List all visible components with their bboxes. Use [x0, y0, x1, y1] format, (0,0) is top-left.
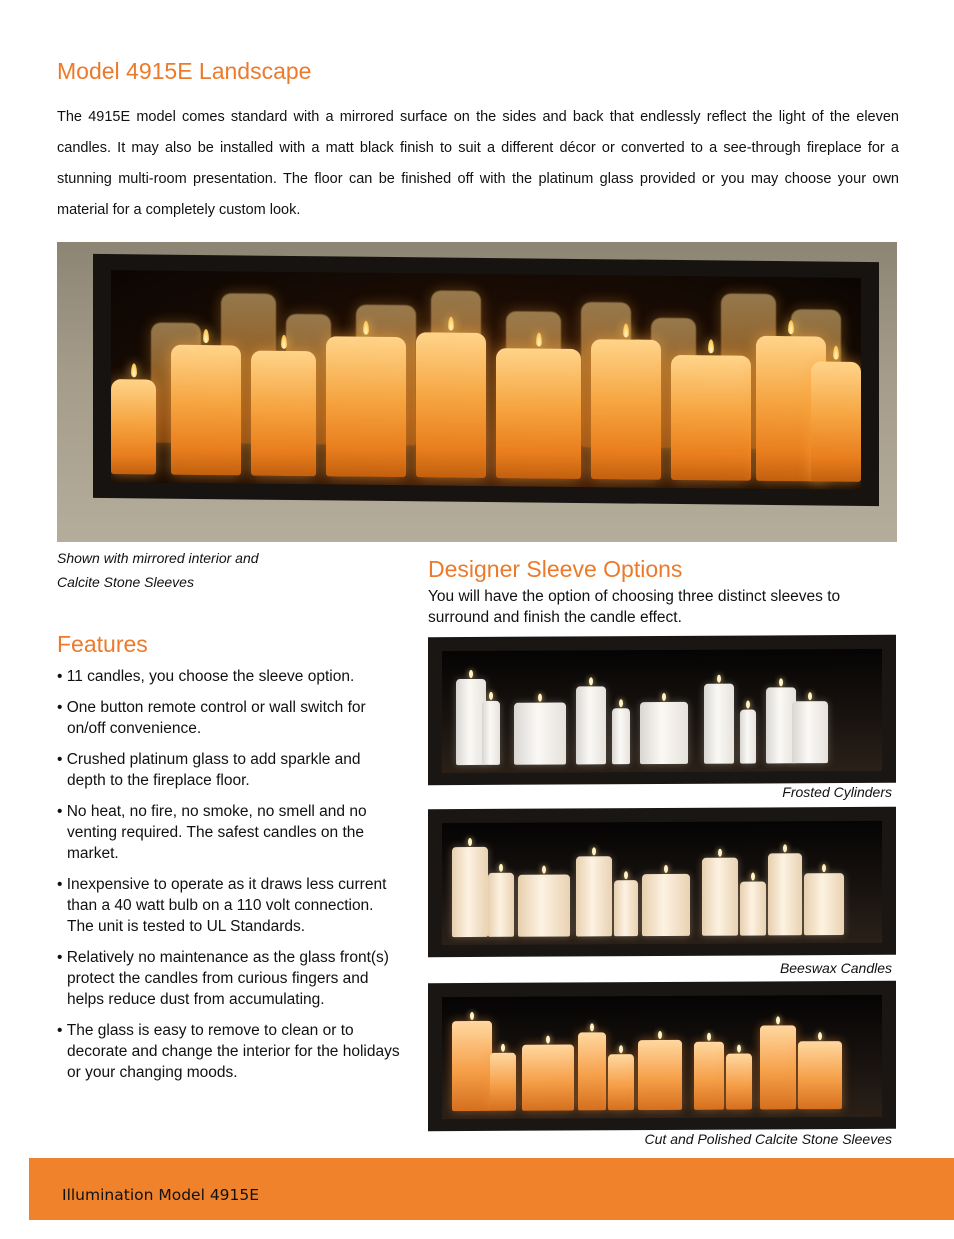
flame-icon [468, 838, 472, 846]
flame-icon [788, 320, 794, 334]
candle [640, 702, 688, 764]
candle [251, 351, 316, 477]
designer-heading: Designer Sleeve Options [428, 556, 683, 582]
candle [608, 1054, 634, 1110]
flame-icon [203, 329, 209, 343]
candle [704, 684, 734, 764]
hero-fireplace-photo [57, 242, 897, 542]
flame-icon [808, 692, 812, 700]
candle-display [111, 270, 861, 490]
flame-icon [589, 677, 593, 685]
candle [518, 874, 570, 936]
flame-icon [489, 692, 493, 700]
flame-icon [717, 675, 721, 683]
candle [760, 1025, 796, 1109]
flame-icon [499, 864, 503, 872]
flame-icon [658, 1031, 662, 1039]
candle [452, 1021, 492, 1111]
sleeve-display [442, 995, 882, 1119]
candle [326, 336, 406, 477]
sleeve-display [442, 821, 882, 945]
flame-icon [783, 844, 787, 852]
flame-icon [131, 363, 137, 377]
hero-caption-line1: Shown with mirrored interior and [57, 550, 259, 566]
flame-icon [664, 865, 668, 873]
beeswax-caption: Beeswax Candles [779, 960, 892, 976]
hero-caption [57, 546, 337, 594]
candle [792, 701, 828, 763]
sleeve-display [442, 649, 882, 773]
candle [496, 348, 581, 479]
candle [798, 1041, 842, 1109]
candle [740, 710, 756, 764]
feature-item: • The glass is easy to remove to clean or to decorate and change the interior for the holidays or your changing moods. [57, 1020, 402, 1083]
flame-icon [818, 1032, 822, 1040]
flame-icon [448, 317, 454, 331]
candle [804, 873, 844, 935]
page-title: Model 4915E Landscape [57, 58, 312, 84]
candle [726, 1054, 752, 1110]
feature-item: • Crushed platinum glass to add sparkle and depth to the fireplace floor. [57, 749, 402, 791]
flame-icon [538, 694, 542, 702]
flame-icon [281, 335, 287, 349]
flame-icon [776, 1016, 780, 1024]
candle [578, 1032, 606, 1110]
candle [642, 874, 690, 936]
candle [482, 701, 500, 765]
candle [612, 708, 630, 764]
footer-band [29, 1158, 954, 1220]
flame-icon [624, 871, 628, 879]
feature-item: • 11 candles, you choose the sleeve option. [57, 666, 402, 687]
hero-caption-line2: Calcite Stone Sleeves [57, 574, 194, 590]
flame-icon [469, 670, 473, 678]
flame-icon [619, 1045, 623, 1053]
designer-description: You will have the option of choosing three distinct sleeves to surround and finish the candle effect. [428, 588, 841, 626]
candle [614, 880, 638, 936]
candle [514, 703, 566, 765]
candle [671, 355, 751, 481]
feature-item: • No heat, no fire, no smoke, no smell and no venting required. The safest candles on the market. [57, 801, 402, 864]
candle [576, 856, 612, 936]
flame-icon [592, 847, 596, 855]
candle [522, 1044, 574, 1110]
candle [171, 345, 241, 476]
flame-icon [542, 866, 546, 874]
calcite-caption: Cut and Polished Calcite Stone Sleeves [644, 1131, 892, 1147]
flame-icon [822, 864, 826, 872]
feature-item: • One button remote control or wall switch for on/off convenience. [57, 697, 402, 739]
flame-icon [746, 701, 750, 709]
flame-icon [501, 1044, 505, 1052]
flame-icon [590, 1023, 594, 1031]
calcite-sleeves-photo [428, 981, 896, 1131]
feature-item: • Relatively no maintenance as the glass front(s) protect the candles from curious fingers and helps reduce dust from accumulating. [57, 947, 402, 1010]
features-heading: Features [57, 631, 148, 657]
features-list [57, 666, 402, 1093]
candle [694, 1042, 724, 1110]
candle [811, 361, 861, 482]
candle [768, 853, 802, 935]
candle [111, 379, 156, 474]
flame-icon [536, 333, 542, 347]
candle [740, 881, 766, 935]
beeswax-candles-photo [428, 807, 896, 957]
candle [488, 873, 514, 937]
candle [702, 858, 738, 936]
flame-icon [737, 1045, 741, 1053]
flame-icon [718, 849, 722, 857]
flame-icon [470, 1012, 474, 1020]
intro-paragraph: The 4915E model comes standard with a mirrored surface on the sides and back that endlessly reflect the light of the eleven candles. It may also be installed with a matt black finish to suit a different décor or converted to a see-through fireplace for a stunning multi-room presentation. The floor can be finished off with the platinum glass provided or you may choose your own material for a completely custom look. [57, 109, 899, 218]
fireplace-frame [93, 254, 879, 506]
frosted-cylinders-photo [428, 635, 896, 785]
candle [490, 1053, 516, 1111]
footer-text: Illumination Model 4915E [62, 1186, 260, 1204]
flame-icon [546, 1036, 550, 1044]
candle [452, 847, 488, 937]
flame-icon [363, 321, 369, 335]
candle [416, 332, 486, 478]
flame-icon [662, 693, 666, 701]
flame-icon [708, 339, 714, 353]
flame-icon [619, 699, 623, 707]
feature-item: • Inexpensive to operate as it draws less current than a 40 watt bulb on a 110 volt connection. The unit is tested to UL Standards. [57, 874, 402, 937]
candle [638, 1040, 682, 1110]
flame-icon [779, 678, 783, 686]
flame-icon [623, 323, 629, 337]
frosted-caption: Frosted Cylinders [782, 784, 892, 800]
candle [576, 686, 606, 764]
candle [591, 339, 661, 480]
flame-icon [833, 346, 839, 360]
flame-icon [707, 1033, 711, 1041]
flame-icon [751, 873, 755, 881]
